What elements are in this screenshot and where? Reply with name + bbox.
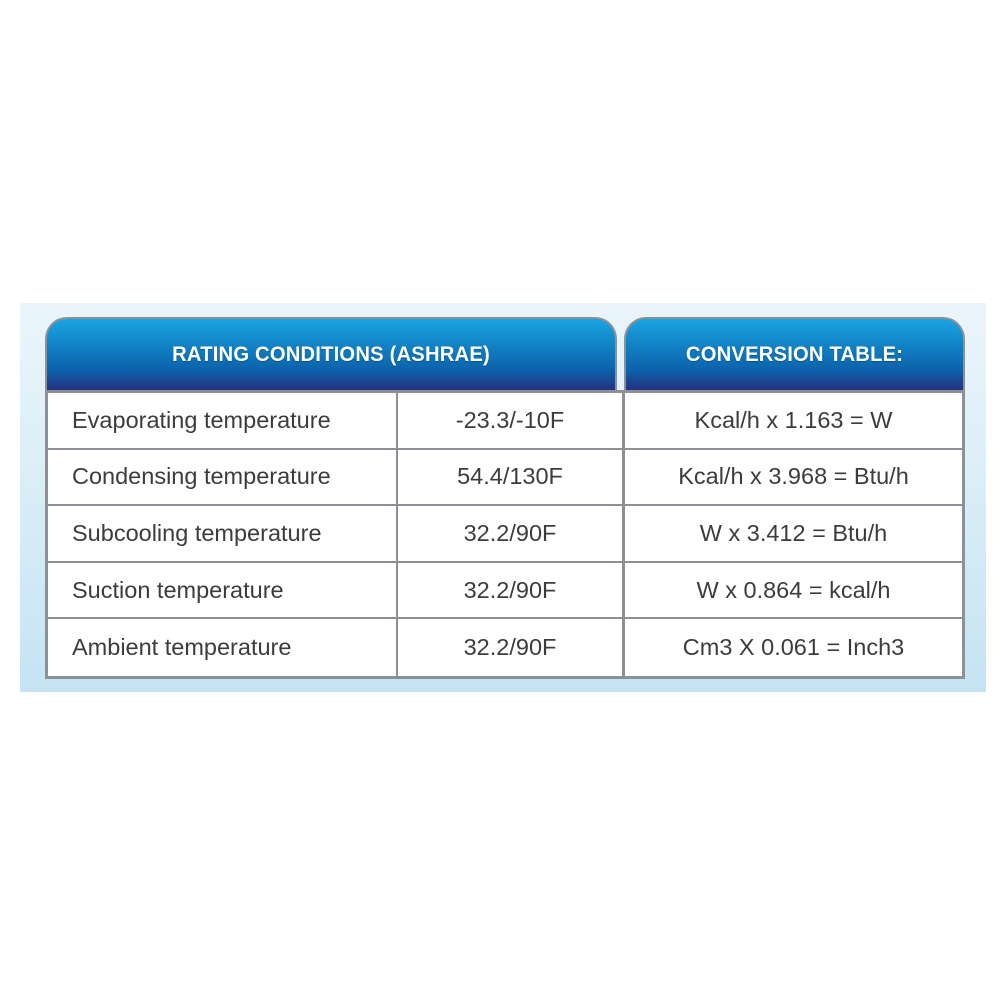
rating-label-cell: Suction temperature (48, 563, 398, 620)
rating-label-cell: Subcooling temperature (48, 506, 398, 563)
rating-value-cell: 32.2/90F (398, 563, 625, 620)
rating-conditions-title: RATING CONDITIONS (ASHRAE) (172, 342, 490, 366)
conversion-table-header (624, 317, 965, 390)
conversion-cell: W x 3.412 = Btu/h (625, 506, 962, 563)
conversion-table-title: CONVERSION TABLE: (685, 342, 904, 366)
rating-conditions-header (45, 317, 617, 390)
conversion-cell: Cm3 X 0.061 = Inch3 (682, 634, 905, 661)
data-table (45, 390, 965, 679)
rating-label-cell: Condensing temperature (48, 450, 398, 507)
rating-value-cell: 32.2/90F (398, 619, 625, 676)
rating-label-cell: Evaporating temperature (48, 393, 398, 450)
conversion-cell: W x 0.864 = kcal/h (625, 563, 962, 620)
rating-value-cell: 54.4/130F (398, 450, 625, 507)
conversion-cell: Kcal/h x 3.968 = Btu/h (625, 450, 962, 507)
rating-label-cell: Ambient temperature (48, 619, 398, 676)
rating-value-cell: 32.2/90F (398, 506, 625, 563)
conversion-cell: Kcal/h x 1.163 = W (625, 393, 962, 450)
table-backing-panel (20, 303, 986, 692)
rating-value-cell: -23.3/-10F (398, 393, 625, 450)
